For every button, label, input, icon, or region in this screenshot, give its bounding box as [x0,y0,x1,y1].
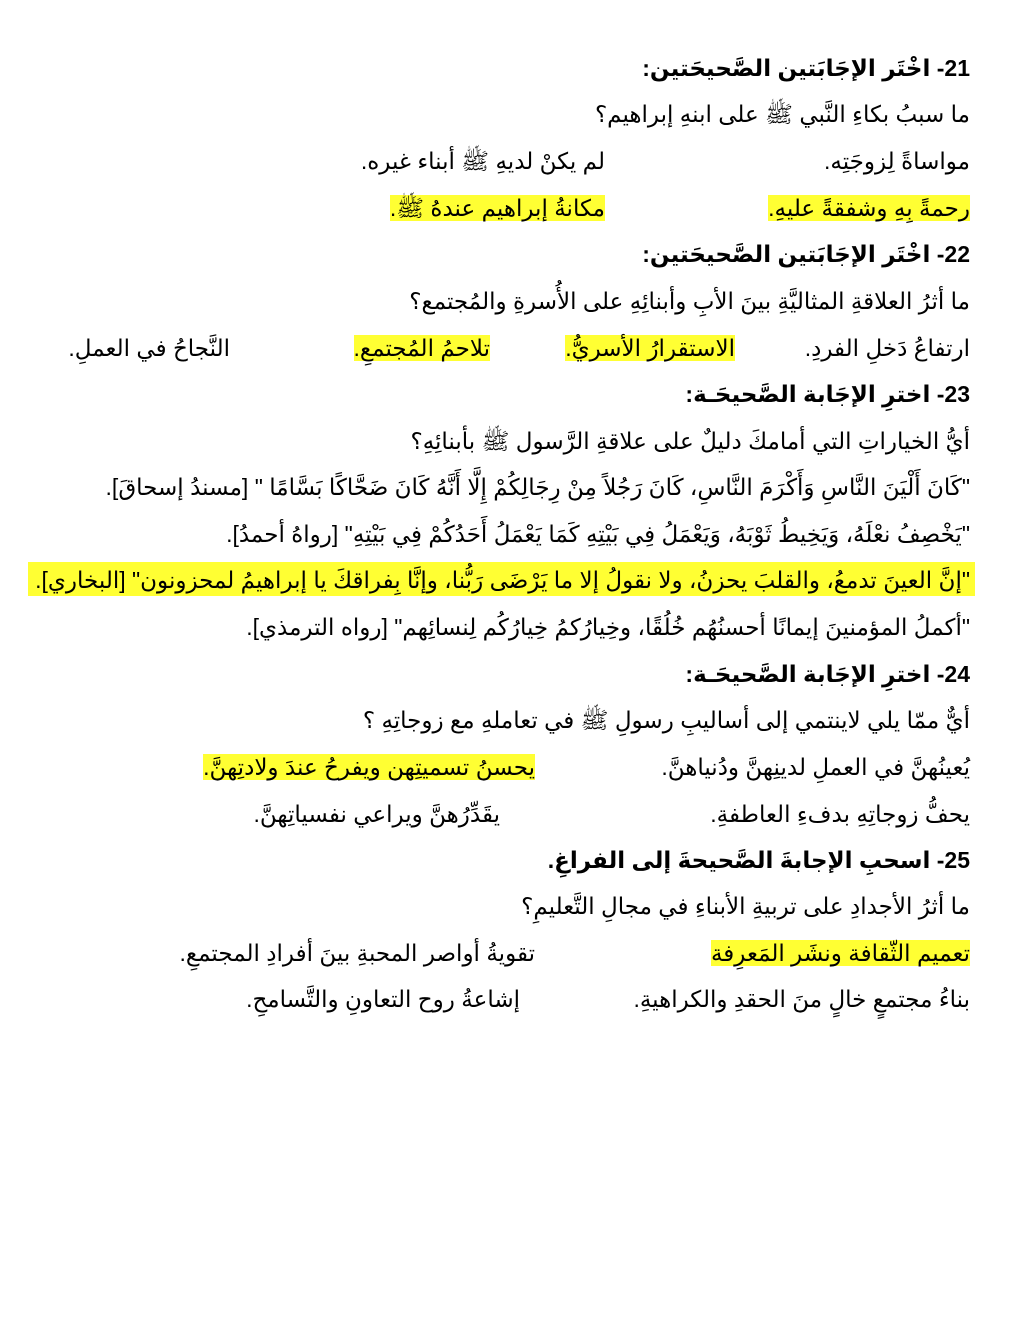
q23-option-1[interactable]: "كَانَ أَلْيَنَ النَّاسِ وَأَكْرَمَ النَّاسِ، كَانَ رَجُلاً مِنْ رِجَالِكُمْ إِلَّا أَنَّهُ كَانَ ضَحَّاكًا بَسَّامًا " [مسندُ إسحاقَ]. [105,474,970,500]
q25-option-1[interactable]: تعميم الثّقافة ونشَر المَعرِفة [710,940,970,966]
q21-question: ما سببُ بكاءِ النَّبي ﷺ على ابنهِ إبراهيم؟ [594,101,970,127]
q24-option-4[interactable]: يقَدِّرُهنَّ ويراعي نفسياتِهنَّ. [253,801,500,827]
q24-heading: 24- اخترِ الإجَابة الصَّحيحَـة: [685,661,970,687]
q25-option-4[interactable]: إشاعةُ روح التعاونِ والتَّسامحِ. [246,986,520,1012]
q23-option-3[interactable]: "إنَّ العينَ تدمعُ، والقلبَ يحزنُ، ولا نقولُ إلا ما يَرْضَى رَبُّنا، وإنَّا بِفراقكَ يا إبراهيمُ لمحزونون" [البخاري]. [35,567,970,593]
q23-option-4[interactable]: "أكملُ المؤمنينَ إيمانًا أحسنُهُم خُلُقًا، وخِيارُكمُ خِيارُكُم لِنسائِهم" [رواه الترمذي]. [246,614,970,640]
q22-question: ما أثرُ العلاقةِ المثاليَّةِ بينَ الأبِ وأبنائِهِ على الأُسرةِ والمُجتمع؟ [409,288,970,314]
q25-option-2[interactable]: تقويةُ أواصر المحبةِ بينَ أفرادِ المجتمعِ. [179,940,535,966]
q21-option-1[interactable]: مواساةً لِزوجَتِه. [824,148,970,174]
q24-option-1[interactable]: يُعينُهنَّ في العملِ لدينِهنَّ ودُنياهنَّ. [661,754,970,780]
q25-option-3[interactable]: بناءُ مجتمعٍ خالٍ منَ الحقدِ والكراهيةِ. [633,986,970,1012]
q24-option-3[interactable]: يحفُّ زوجاتِهِ بدفءِ العاطفةِ. [710,801,970,827]
q23-question: أيُّ الخياراتِ التي أمامكَ دليلٌ على علاقةِ الرَّسول ﷺ بأبنائِهِ؟ [410,428,970,454]
q22-heading: 22- اخْتَر الإجَابَتين الصَّحيحَتين: [642,241,970,267]
q21-option-2[interactable]: لم يكنْ لديهِ ﷺ أبناء غيره. [360,148,605,174]
q21-heading: 21- اخْتَر الإجَابَتين الصَّحيحَتين: [642,55,970,81]
q22-option-4[interactable]: النَّجاحُ في العملِ. [68,335,230,361]
q22-option-2[interactable]: الاستقرارُ الأسريُّ. [565,335,735,361]
q25-question: ما أثرُ الأجدادِ على تربيةِ الأبناءِ في مجالِ التَّعليمِ؟ [521,893,970,919]
q23-option-2[interactable]: "يَخْصِفُ نعْلَهُ، وَيَخِيطُ ثَوْبَهُ، وَيَعْمَلُ فِي بَيْتِهِ كَمَا يَعْمَلُ أَحَدُكُمْ فِي بَيْتِهِ" [رواهُ أحمدُ]. [226,521,970,547]
q23-heading: 23- اخترِ الإجَابة الصَّحيحَـة: [685,381,970,407]
q22-option-3[interactable]: تلاحمُ المُجتمعِ. [353,335,490,361]
q24-option-2[interactable]: يحسنُ تسميتِهن ويفرحُ عندَ ولادتِهنَّ. [203,754,535,780]
q24-question: أيٌّ ممّا يلي لاينتمي إلى أساليبِ رسولِ ﷺ في تعاملهِ مع زوجاتِهِ ؟ [362,707,970,733]
q21-option-3[interactable]: رحمةً بِهِ وشفقةً عليهِ. [768,195,970,221]
q21-option-4[interactable]: مكانةُ إبراهيم عندهُ ﷺ. [389,195,605,221]
q25-heading: 25- اسحبِ الإجابةَ الصَّحيحةَ إلى الفراغِ. [547,847,970,873]
q22-option-1[interactable]: ارتفاعُ دَخلِ الفردِ. [804,335,970,361]
